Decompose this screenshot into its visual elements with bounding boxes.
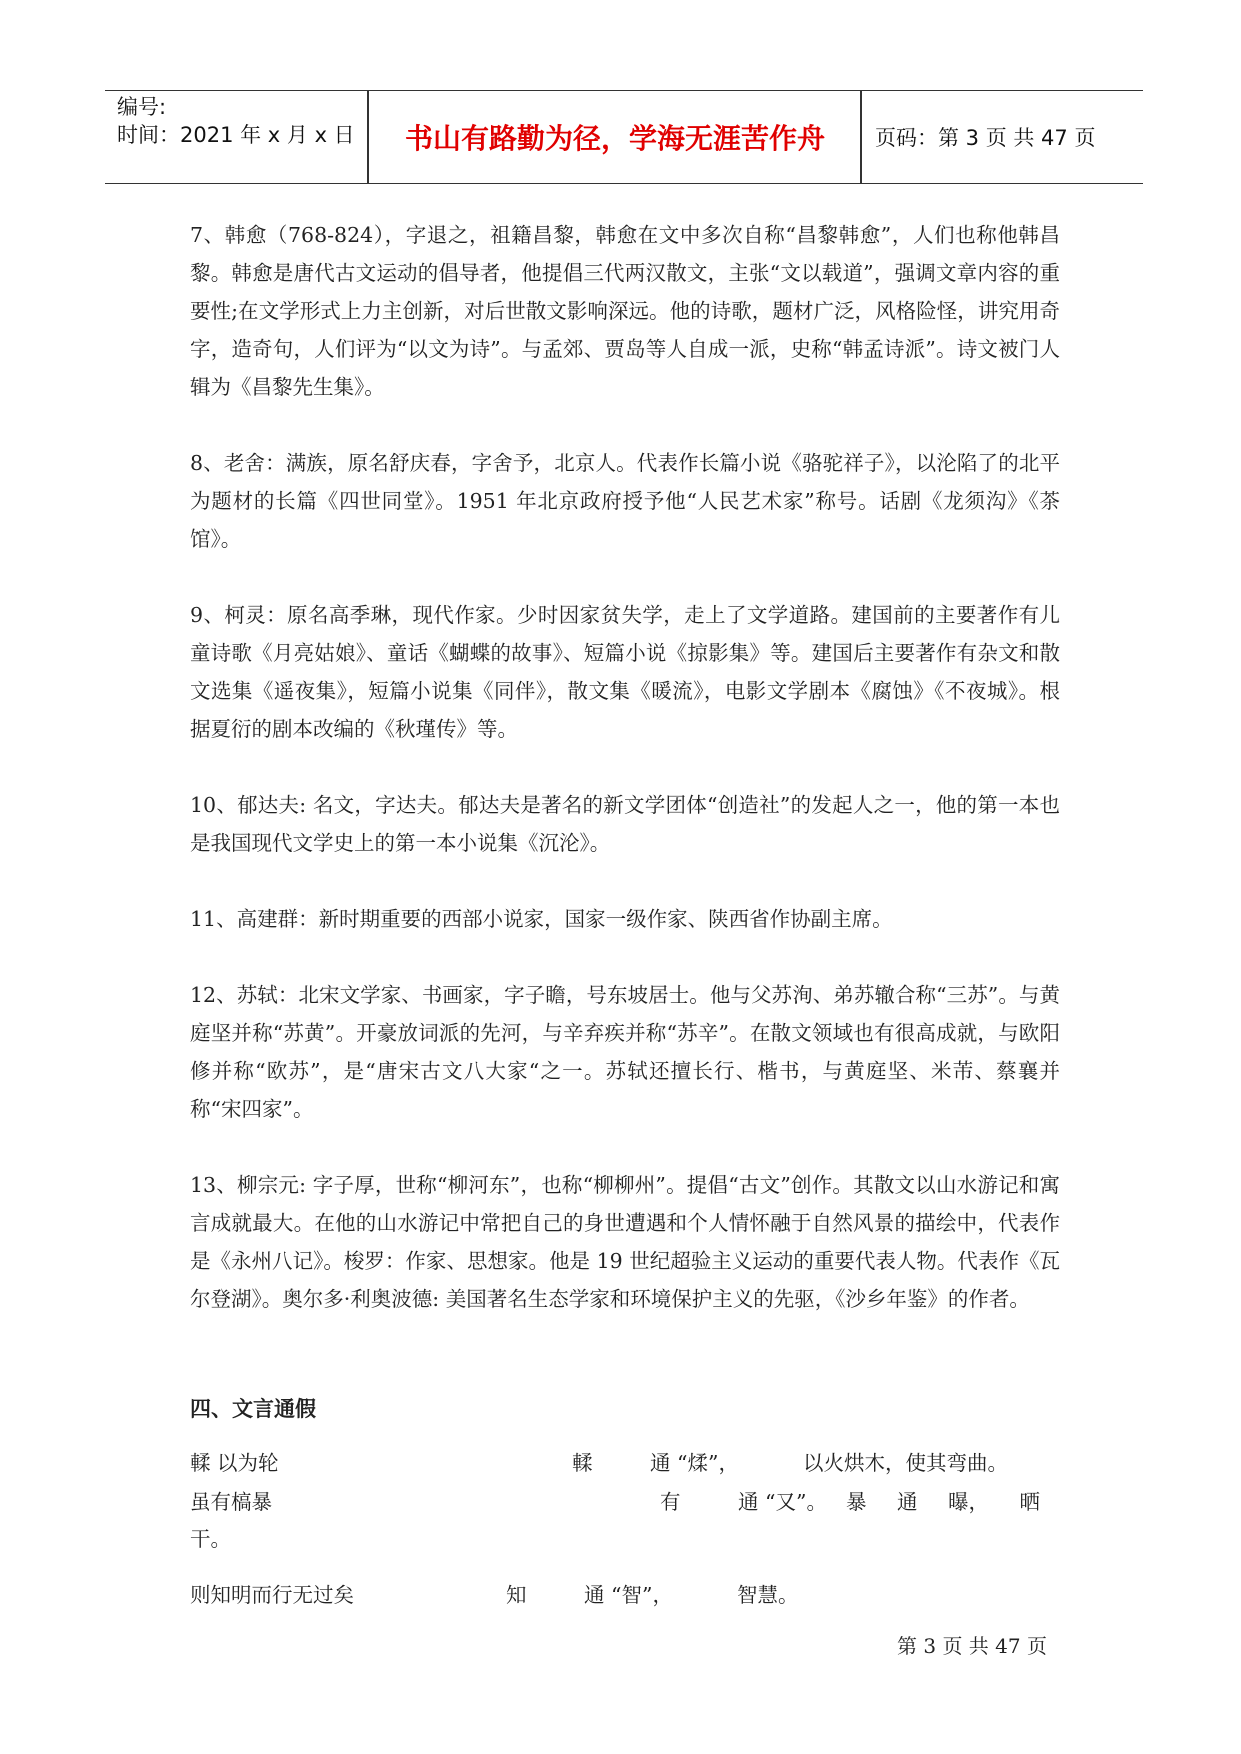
tongjia-phrase: 则知明而行无过矣: [190, 1583, 354, 1607]
tongjia-tong: 通 “又”。: [738, 1490, 827, 1514]
section-title: 四、文言通假: [190, 1396, 316, 1421]
tongjia-char: 輮: [572, 1451, 593, 1475]
time-label: 时间：2021 年 x 月 x 日: [117, 123, 355, 147]
header-page-label: 页码：第 3 页 共 47 页: [875, 126, 1096, 150]
tongjia-meaning: 智慧。: [737, 1583, 799, 1607]
body-text: [190, 216, 1060, 1356]
header-divider-right: [860, 91, 862, 183]
header-divider-left: [367, 91, 369, 183]
tongjia-continuation: 干。: [190, 1527, 231, 1551]
paragraph-7: 7、韩愈（768-824），字退之，祖籍昌黎，韩愈在文中多次自称“昌黎韩愈”，人们也称他韩昌黎。韩愈是唐代古文运动的倡导者，他提倡三代两汉散文，主张“文以载道”，强调文章内容的重要性;在文学形式上力主创新，对后世散文影响深远。他的诗歌，题材广泛，风格险怪，讲究用奇字，造奇句，人们评为“以文为诗”。与孟郊、贾岛等人自成一派，史称“韩孟诗派”。诗文被门人辑为《昌黎先生集》。: [190, 223, 1060, 399]
header-motto: 书山有路勤为径，学海无涯苦作舟: [404, 122, 825, 155]
tongjia-char: 知: [506, 1583, 527, 1607]
header-meta: [117, 93, 355, 149]
tongjia-phrase: 虽有槁暴: [190, 1490, 272, 1514]
tongjia-tong: 通 “智”，: [584, 1583, 673, 1607]
paragraph-13: 13、柳宗元: 字子厚，世称“柳河东”，也称“柳柳州”。提倡“古文”创作。其散文以山水游记和寓言成就最大。在他的山水游记中常把自己的身世遭遇和个人情怀融于自然风景的描绘中，代表作是《永州八记》。梭罗：作家、思想家。他是 19 世纪超验主义运动的重要代表人物。代表作《瓦尔登湖》。奥尔多·利奥波德: 美国著名生态学家和环境保护主义的先驱，《沙乡年鉴》的作者。: [190, 1173, 1060, 1311]
tongjia-meaning: 暴 通 曝， 晒: [846, 1490, 1041, 1514]
page-header: [105, 90, 1143, 184]
number-label: 编号:: [117, 95, 167, 119]
paragraph-11: 11、高建群：新时期重要的西部小说家，国家一级作家、陕西省作协副主席。: [190, 907, 893, 931]
paragraph-10: 10、郁达夫: 名文，字达夫。郁达夫是著名的新文学团体“创造社”的发起人之一，他的第一本也是我国现代文学史上的第一本小说集《沉沦》。: [190, 793, 1060, 855]
page-footer: 第 3 页 共 47 页: [897, 1634, 1047, 1658]
tongjia-char: 有: [660, 1490, 681, 1514]
tongjia-phrase: 輮 以为轮: [190, 1451, 279, 1475]
paragraph-9: 9、柯灵：原名高季琳，现代作家。少时因家贫失学，走上了文学道路。建国前的主要著作有儿童诗歌《月亮姑娘》、童话《蝴蝶的故事》、短篇小说《掠影集》等。建国后主要著作有杂文和散文选集《遥夜集》，短篇小说集《同伴》，散文集《暖流》，电影文学剧本《腐蚀》《不夜城》。根据夏衍的剧本改编的《秋瑾传》等。: [190, 603, 1060, 741]
tongjia-meaning: 以火烘木，使其弯曲。: [803, 1451, 1008, 1475]
tongjia-tong: 通 “煣”，: [650, 1451, 739, 1475]
paragraph-12: 12、苏轼：北宋文学家、书画家，字子瞻，号东坡居士。他与父苏洵、弟苏辙合称“三苏”。与黄庭坚并称“苏黄”。开豪放词派的先河，与辛弃疾并称“苏辛”。在散文领域也有很高成就，与欧阳修并称“欧苏”，是“唐宋古文八大家“之一。苏轼还擅长行、楷书，与黄庭坚、米芾、蔡襄并称“宋四家”。: [190, 983, 1060, 1121]
paragraph-8: 8、老舍：满族，原名舒庆春，字舍予，北京人。代表作长篇小说《骆驼祥子》，以沦陷了的北平为题材的长篇《四世同堂》。1951 年北京政府授予他“人民艺术家”称号。话剧《龙须沟》《茶馆》。: [190, 451, 1060, 551]
